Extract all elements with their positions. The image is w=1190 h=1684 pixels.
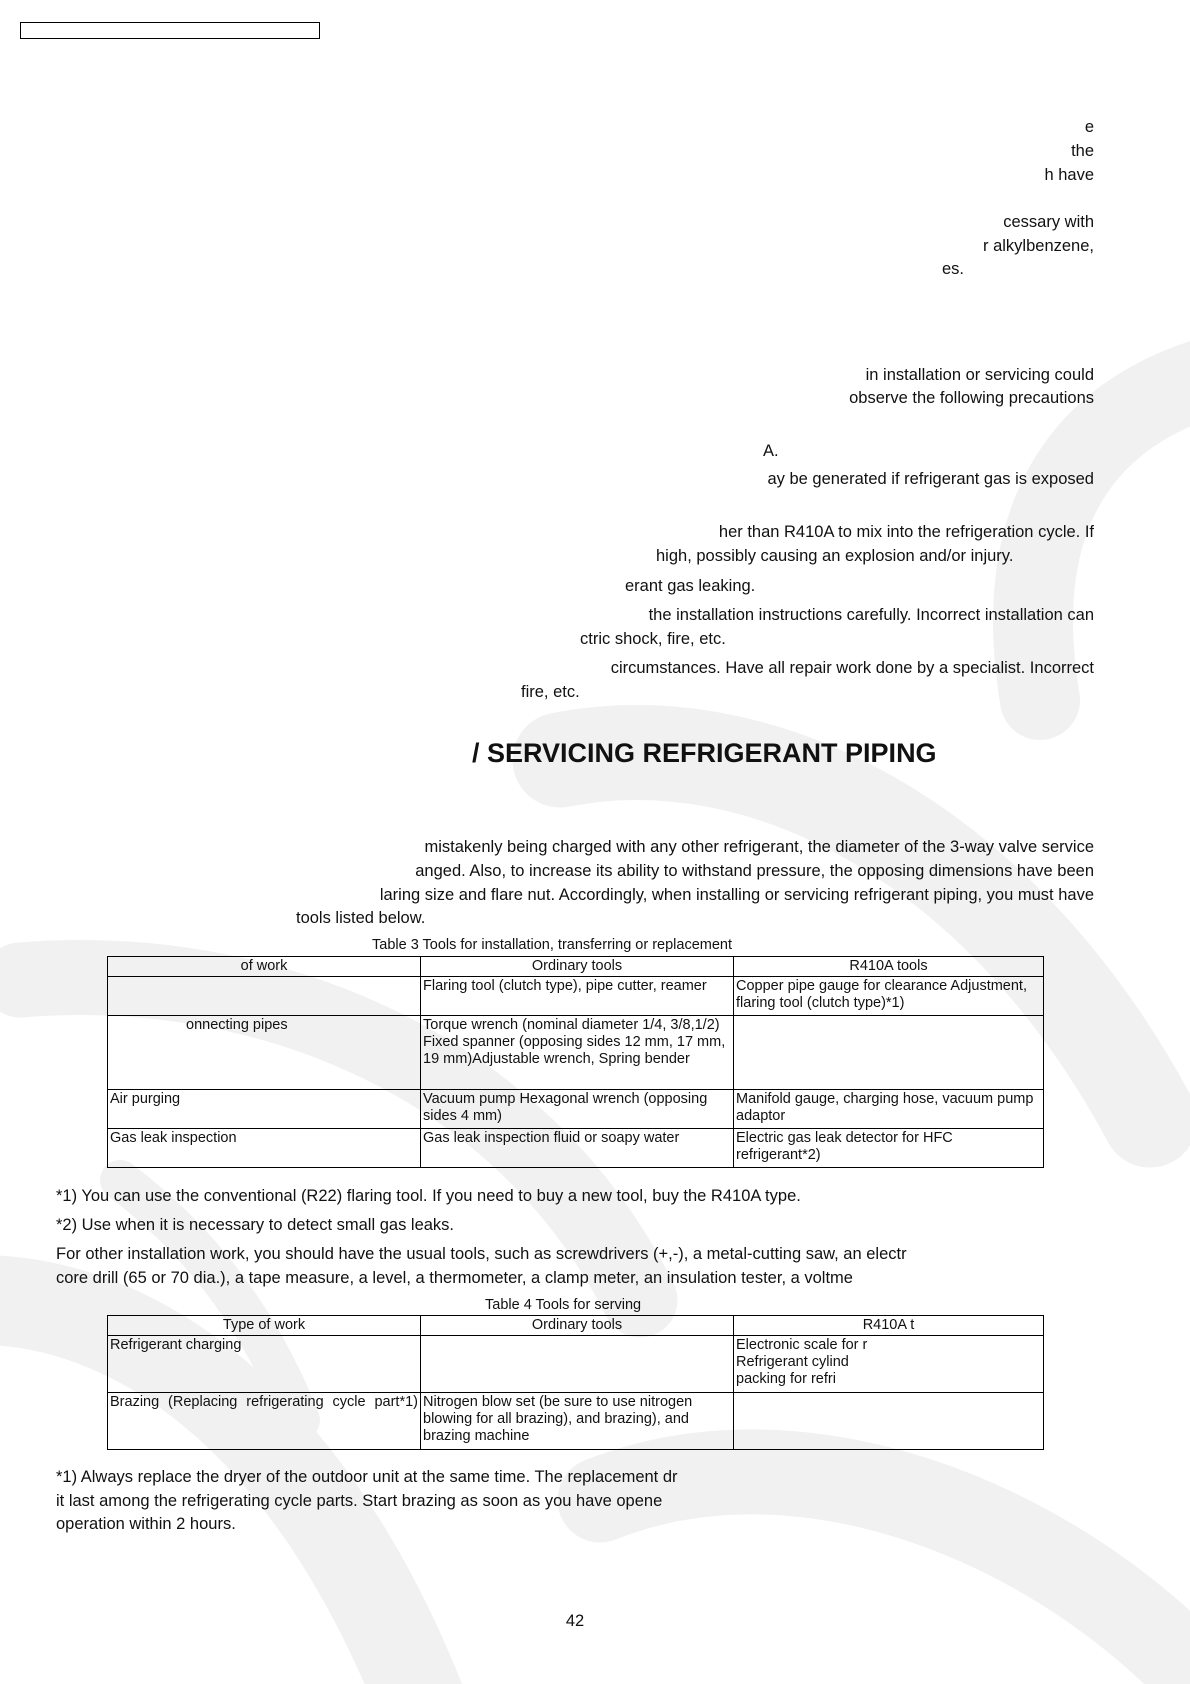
- table-cell: onnecting pipes: [108, 1016, 421, 1090]
- table-header-row: [108, 957, 1044, 977]
- table3-caption: Table 3 Tools for installation, transferring or replacement: [372, 937, 733, 953]
- table3: [107, 956, 1044, 1168]
- header-box: [20, 22, 320, 39]
- page-number: 42: [565, 1612, 585, 1630]
- fragment-line: A.: [763, 442, 779, 460]
- fragment-line: es.: [942, 260, 965, 278]
- table-cell: Vacuum pump Hexagonal wrench (opposing sides 4 mm): [421, 1090, 734, 1129]
- note-line: *2) Use when it is necessary to detect small gas leaks.: [56, 1216, 455, 1234]
- table4-caption: Table 4 Tools for serving: [485, 1297, 642, 1313]
- table3-header-ordinary: Ordinary tools: [421, 957, 734, 977]
- table-cell: Torque wrench (nominal diameter 1/4, 3/8,1/2) Fixed spanner (opposing sides 12 mm, 17 mm, 19 mm)Adjustable wrench, Spring bender: [421, 1016, 734, 1090]
- note-line: core drill (65 or 70 dia.), a tape measure, a level, a thermometer, a clamp meter, an insulation tester, a voltme: [56, 1269, 853, 1287]
- table-cell: [108, 977, 421, 1016]
- cell-line: Refrigerant cylind: [736, 1354, 849, 1370]
- table-row: [108, 977, 1044, 1016]
- note-line: operation within 2 hours.: [56, 1515, 236, 1533]
- section-heading: / SERVICING REFRIGERANT PIPING: [472, 738, 937, 768]
- table4-header-ordinary: Ordinary tools: [421, 1316, 734, 1336]
- fragment-line: cessary with: [1003, 213, 1094, 231]
- table4-header-r410a: R410A t: [734, 1316, 1044, 1336]
- fragment-line: h have: [1044, 166, 1094, 184]
- table3-header-work: of work: [108, 957, 421, 977]
- table-cell: Air purging: [108, 1090, 421, 1129]
- intro-line: anged. Also, to increase its ability to withstand pressure, the opposing dimensions have been: [415, 862, 1094, 880]
- table-row: [108, 1016, 1044, 1090]
- table-row: [108, 1336, 1044, 1393]
- table-cell: Manifold gauge, charging hose, vacuum pump adaptor: [734, 1090, 1044, 1129]
- table-cell: [734, 1393, 1044, 1450]
- table-row: [108, 1090, 1044, 1129]
- fragment-line: the installation instructions carefully. Incorrect installation can: [648, 606, 1094, 624]
- cell-line: Electronic scale for r: [736, 1337, 868, 1353]
- fragment-line: high, possibly causing an explosion and/or injury.: [656, 547, 1014, 565]
- note-line: For other installation work, you should have the usual tools, such as screwdrivers (+,-), a metal-cutting saw, an electr: [56, 1245, 907, 1263]
- table-cell: Nitrogen blow set (be sure to use nitrogen blowing for all brazing), and brazing), and brazing machine: [421, 1393, 734, 1450]
- table-cell: Gas leak inspection fluid or soapy water: [421, 1129, 734, 1168]
- table-cell: Gas leak inspection: [108, 1129, 421, 1168]
- table-cell: Refrigerant charging: [108, 1336, 421, 1393]
- fragment-line: her than R410A to mix into the refrigeration cycle. If: [718, 523, 1094, 541]
- fragment-line: ay be generated if refrigerant gas is exposed: [767, 470, 1094, 488]
- fragment-line: e: [1084, 118, 1094, 136]
- table-cell: Electric gas leak detector for HFC refrigerant*2): [734, 1129, 1044, 1168]
- table-row: [108, 1393, 1044, 1450]
- intro-line: laring size and flare nut. Accordingly, when installing or servicing refrigerant piping, you must have: [379, 886, 1094, 904]
- table3-header-r410a: R410A tools: [734, 957, 1044, 977]
- table-cell: Copper pipe gauge for clearance Adjustment, flaring tool (clutch type)*1): [734, 977, 1044, 1016]
- fragment-line: the: [1071, 142, 1094, 160]
- table4: [107, 1315, 1044, 1450]
- cell-line: packing for refri: [736, 1371, 836, 1387]
- fragment-line: r alkylbenzene,: [983, 237, 1094, 255]
- intro-line: tools listed below.: [296, 909, 426, 927]
- fragment-line: in installation or servicing could: [865, 366, 1094, 384]
- note-line: *1) Always replace the dryer of the outdoor unit at the same time. The replacement dr: [56, 1468, 678, 1486]
- note-line: it last among the refrigerating cycle parts. Start brazing as soon as you have opene: [56, 1492, 663, 1510]
- table-cell: [734, 1336, 1044, 1393]
- table-cell: Flaring tool (clutch type), pipe cutter, reamer: [421, 977, 734, 1016]
- fragment-line: ctric shock, fire, etc.: [580, 630, 726, 648]
- table-row: [108, 1129, 1044, 1168]
- table-cell: Brazing (Replacing refrigerating cycle part*1): [108, 1393, 421, 1450]
- table4-header-work: Type of work: [108, 1316, 421, 1336]
- fragment-line: observe the following precautions: [849, 389, 1094, 407]
- table-cell: [421, 1336, 734, 1393]
- table-cell: [734, 1016, 1044, 1090]
- table-header-row: [108, 1316, 1044, 1336]
- intro-line: mistakenly being charged with any other refrigerant, the diameter of the 3-way valve service: [424, 838, 1094, 856]
- fragment-line: circumstances. Have all repair work done by a specialist. Incorrect: [610, 659, 1094, 677]
- fragment-line: fire, etc.: [521, 683, 580, 701]
- note-line: *1) You can use the conventional (R22) flaring tool. If you need to buy a new tool, buy the R410A type.: [56, 1187, 801, 1205]
- fragment-line: erant gas leaking.: [625, 577, 756, 595]
